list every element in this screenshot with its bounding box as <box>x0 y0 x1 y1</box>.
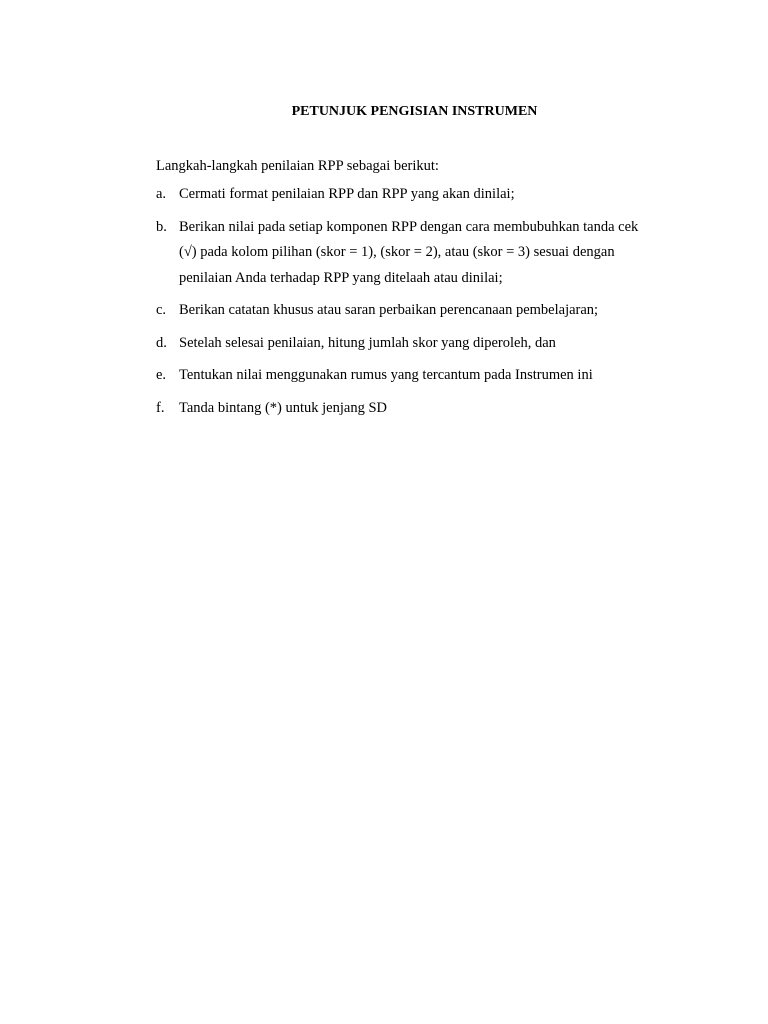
list-marker: b. <box>156 218 167 235</box>
steps-list <box>156 182 676 428</box>
list-item-text <box>179 363 676 389</box>
list-marker: a. <box>156 186 167 202</box>
text-line: Tentukan nilai menggunakan rumus yang tercantum pada Instrumen ini <box>179 367 593 383</box>
intro-text: Langkah-langkah penilaian RPP sebagai berikut: <box>156 158 439 174</box>
list-marker: c. <box>156 302 167 318</box>
text-line: Berikan nilai pada setiap komponen RPP dengan cara membubuhkan tanda cek <box>179 218 639 235</box>
text-line: (√) pada kolom pilihan (skor = 1), (skor = 2), atau (skor = 3) sesuai dengan <box>179 244 615 260</box>
list-item <box>156 298 676 324</box>
page-title: PETUNJUK PENGISIAN INSTRUMEN <box>291 104 538 119</box>
text-line: Tanda bintang (*) untuk jenjang SD <box>179 399 387 416</box>
text-line: penilaian Anda terhadap RPP yang ditelaah atau dinilai; <box>179 269 503 286</box>
list-marker: d. <box>156 334 167 351</box>
list-item-text <box>179 396 676 422</box>
list-item <box>156 363 676 389</box>
text-line: Cermati format penilaian RPP dan RPP yang akan dinilai; <box>179 186 515 202</box>
list-item <box>156 396 676 422</box>
text-line: Berikan catatan khusus atau saran perbaikan perencanaan pembelajaran; <box>179 302 599 318</box>
list-marker: e. <box>156 367 167 383</box>
list-marker: f. <box>156 399 165 416</box>
text-line: Setelah selesai penilaian, hitung jumlah skor yang diperoleh, dan <box>179 334 556 351</box>
list-item-text <box>179 298 676 324</box>
list-item-text <box>179 215 676 292</box>
list-item-text <box>179 331 676 357</box>
list-item <box>156 331 676 357</box>
list-item <box>156 182 676 208</box>
list-item-text <box>179 182 676 208</box>
list-item <box>156 215 676 292</box>
